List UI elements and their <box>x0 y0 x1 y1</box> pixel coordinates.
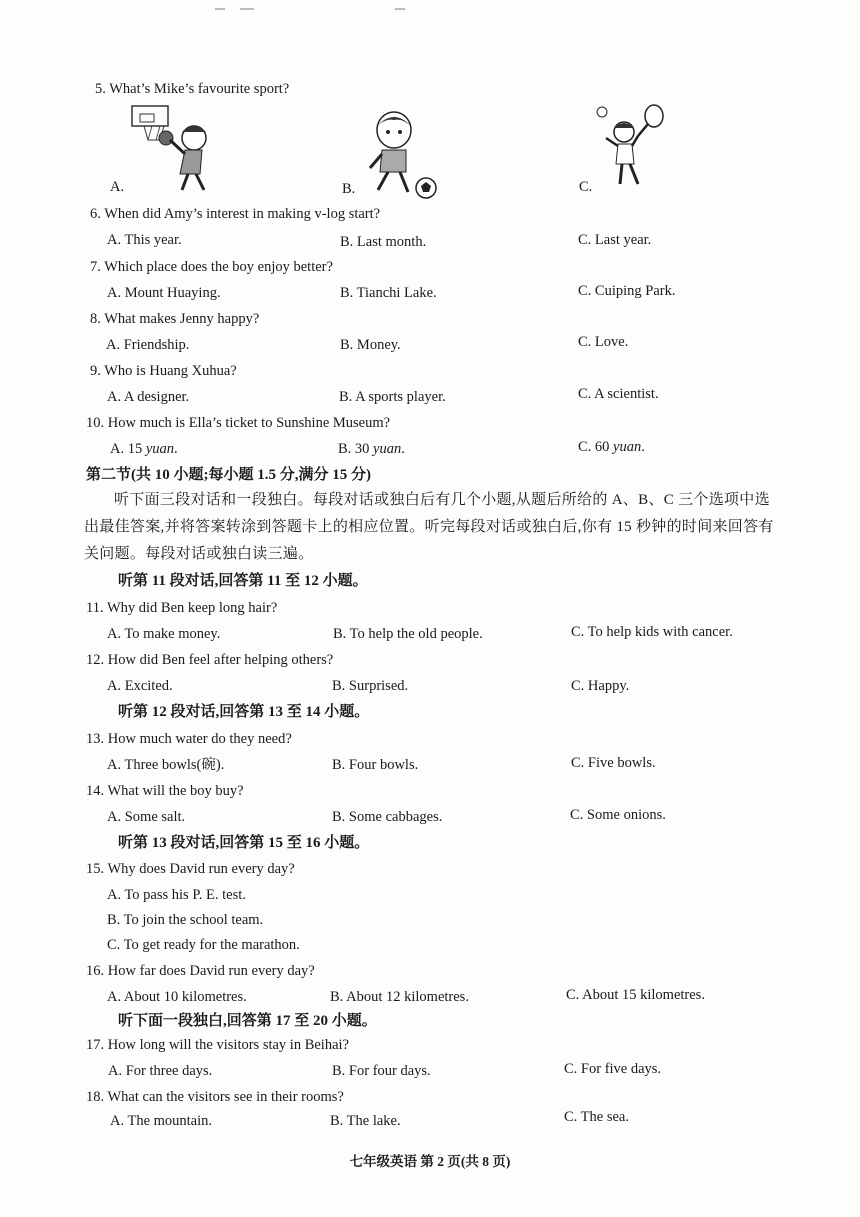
option-14c: C. Some onions. <box>570 807 666 823</box>
soccer-player-picture <box>358 108 438 200</box>
option-8a: A. Friendship. <box>106 337 190 353</box>
option-10b: B. 30 yuan. <box>338 441 405 457</box>
basketball-player-picture <box>130 104 220 194</box>
option-13b: B. Four bowls. <box>332 757 419 773</box>
option-18b: B. The lake. <box>330 1113 401 1129</box>
option-17b: B. For four days. <box>332 1063 431 1079</box>
option-11b: B. To help the old people. <box>333 626 483 642</box>
scan-mark <box>395 8 405 10</box>
question-18: 18. What can the visitors see in their rooms? <box>86 1089 344 1105</box>
option-10a: A. 15 yuan. <box>110 441 178 457</box>
option-10c: C. 60 yuan. <box>578 439 645 455</box>
tennis-player-picture <box>592 104 672 194</box>
option-14a: A. Some salt. <box>107 809 186 825</box>
question-17: 17. How long will the visitors stay in Beihai? <box>86 1037 349 1053</box>
page-footer: 七年级英语 第 2 页(共 8 页) <box>349 1154 511 1169</box>
question-14: 14. What will the boy buy? <box>86 783 244 799</box>
option-15c: C. To get ready for the marathon. <box>107 937 300 953</box>
option-14b: B. Some cabbages. <box>332 809 443 825</box>
question-6: 6. When did Amy’s interest in making v-log start? <box>90 206 381 222</box>
option-7b: B. Tianchi Lake. <box>340 285 437 301</box>
option-11c: C. To help kids with cancer. <box>571 624 733 640</box>
option-9c: C. A scientist. <box>578 386 659 402</box>
question-13: 13. How much water do they need? <box>86 731 292 747</box>
subheading-dialogue-13: 听第 13 段对话,回答第 15 至 16 小题。 <box>118 835 370 851</box>
option-8c: C. Love. <box>578 334 629 350</box>
option-17c: C. For five days. <box>564 1061 662 1077</box>
question-15: 15. Why does David run every day? <box>86 861 295 877</box>
option-15a: A. To pass his P. E. test. <box>107 887 246 903</box>
question-10: 10. How much is Ella’s ticket to Sunshine Museum? <box>86 415 391 431</box>
option-5b: B. <box>342 181 356 197</box>
option-17a: A. For three days. <box>108 1063 213 1079</box>
option-12c: C. Happy. <box>571 678 630 694</box>
option-18a: A. The mountain. <box>110 1113 213 1129</box>
scan-mark <box>215 8 225 10</box>
question-5: 5. What’s Mike’s favourite sport? <box>95 81 290 97</box>
option-9a: A. A designer. <box>107 389 190 405</box>
section-instructions: 听下面三段对话和一段独白。每段对话或独白后有几个小题,从题后所给的 A、B、C 三个选项中选出最佳答案,并将答案转涂到答题卡上的相应位置。听完每段对话或独白后,你有 15 秒钟的时间来回答有关问题。每段对话或独白读三遍。 <box>84 492 774 562</box>
option-16c: C. About 15 kilometres. <box>566 987 705 1003</box>
subheading-dialogue-12: 听第 12 段对话,回答第 13 至 14 小题。 <box>118 704 370 720</box>
scan-mark <box>240 8 254 10</box>
option-16b: B. About 12 kilometres. <box>330 989 469 1005</box>
option-5c: C. <box>579 179 593 195</box>
option-8b: B. Money. <box>340 337 401 353</box>
option-13a: A. Three bowls(碗). <box>107 757 225 773</box>
question-16: 16. How far does David run every day? <box>86 963 315 979</box>
option-9b: B. A sports player. <box>339 389 446 405</box>
question-11: 11. Why did Ben keep long hair? <box>86 600 278 616</box>
option-18c: C. The sea. <box>564 1109 629 1125</box>
option-6a: A. This year. <box>107 232 182 248</box>
option-13c: C. Five bowls. <box>571 755 656 771</box>
option-6b: B. Last month. <box>340 234 427 250</box>
question-7: 7. Which place does the boy enjoy better? <box>90 259 333 275</box>
subheading-dialogue-11: 听第 11 段对话,回答第 11 至 12 小题。 <box>118 573 368 589</box>
question-12: 12. How did Ben feel after helping others? <box>86 652 334 668</box>
option-11a: A. To make money. <box>107 626 221 642</box>
section-heading: 第二节(共 10 小题;每小题 1.5 分,满分 15 分) <box>86 467 371 483</box>
option-16a: A. About 10 kilometres. <box>107 989 247 1005</box>
option-7c: C. Cuiping Park. <box>578 283 676 299</box>
question-8: 8. What makes Jenny happy? <box>90 311 260 327</box>
option-15b: B. To join the school team. <box>107 912 264 928</box>
option-5a: A. <box>110 179 125 195</box>
option-12b: B. Surprised. <box>332 678 409 694</box>
option-6c: C. Last year. <box>578 232 652 248</box>
subheading-monologue: 听下面一段独白,回答第 17 至 20 小题。 <box>118 1013 377 1029</box>
option-12a: A. Excited. <box>107 678 173 694</box>
option-7a: A. Mount Huaying. <box>107 285 221 301</box>
question-9: 9. Who is Huang Xuhua? <box>90 363 237 379</box>
